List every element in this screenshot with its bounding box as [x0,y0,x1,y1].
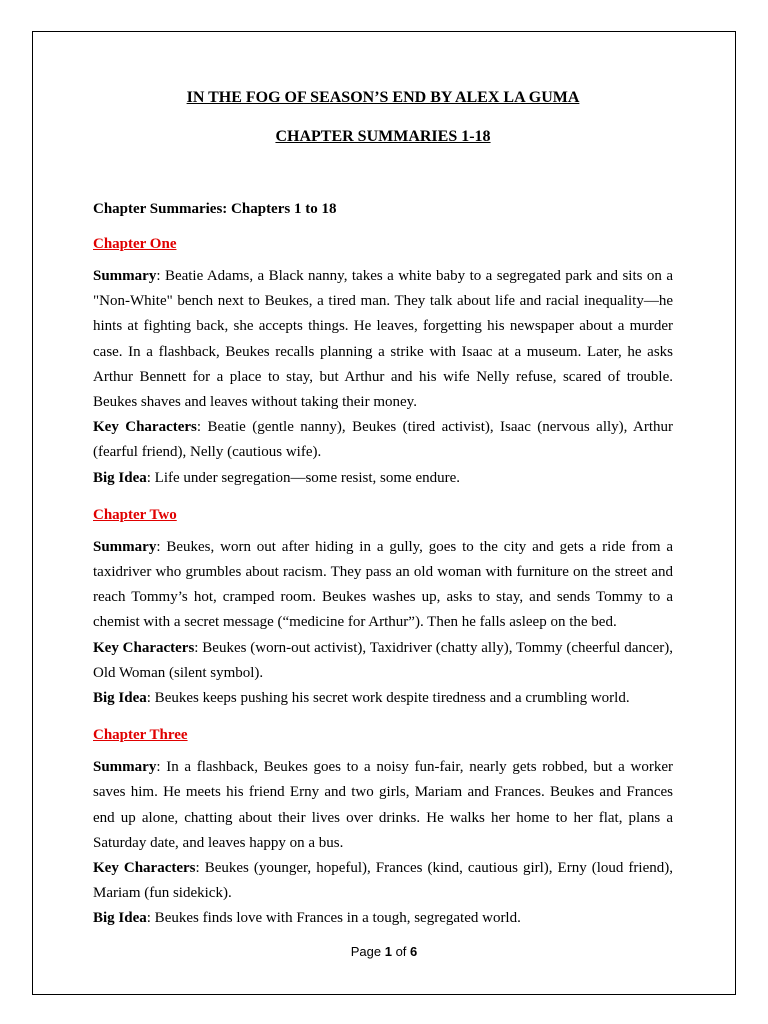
big-idea-label: Big Idea [93,910,147,927]
document-title: IN THE FOG OF SEASON’S END BY ALEX LA GUMA [186,89,580,106]
page-footer [0,944,768,959]
page-of-word: of [395,944,407,959]
key-characters-label: Key Characters [93,639,195,656]
summary-text: : In a flashback, Beukes goes to a noisy fun-fair, nearly gets robbed, but a worker saves him. He meets his friend Erny and two girls, Mariam and Frances. Beukes and Frances end up alone, chatting about their lives over drinks. He walks her home to her flat, plans a Saturday date, and leaves happy on a bus. [93,759,673,851]
page-word: Page [350,944,382,959]
chapter-summary [93,264,673,415]
chapter-heading: Chapter Three [93,727,188,744]
summary-label: Summary [93,759,157,776]
key-characters-label: Key Characters [93,860,196,877]
key-characters-text: : Beatie (gentle nanny), Beukes (tired activist), Isaac (nervous ally), Arthur (fearful friend), Nelly (cautious wife). [93,419,673,461]
chapter-heading: Chapter One [93,236,177,252]
big-idea-text: : Beukes keeps pushing his secret work despite tiredness and a crumbling world. [146,690,630,707]
document-subtitle: CHAPTER SUMMARIES 1-18 [275,128,491,145]
chapter-section-1 [93,233,673,491]
big-idea-label: Big Idea [93,690,147,707]
key-characters-text: : Beukes (younger, hopeful), Frances (kind, cautious girl), Erny (loud friend), Mariam (fun sidekick). [93,860,673,902]
summary-label: Summary [93,268,157,284]
intro-heading: Chapter Summaries: Chapters 1 to 18 [93,201,337,217]
big-idea-label: Big Idea [93,469,147,486]
chapter-big-idea [93,906,673,931]
chapter-summary [93,755,673,856]
document-body [93,85,673,932]
chapter-section-3 [93,724,673,931]
chapter-big-idea [93,466,673,491]
chapter-heading: Chapter Two [93,506,177,523]
key-characters-label: Key Characters [93,419,197,436]
big-idea-text: : Beukes finds love with Frances in a tough, segregated world. [146,910,521,927]
chapter-summary [93,535,673,636]
summary-label: Summary [93,538,157,555]
summary-text: : Beukes, worn out after hiding in a gully, goes to the city and gets a ride from a taxidriver who grumbles about racism. They pass an old woman with furniture on the street and reach Tommy’s hot, cramped room. Beukes washes up, asks to stay, and sends Tommy to a chemist with a secret message (“medicine for Arthur”). Then he falls asleep on the bed. [93,538,673,631]
summary-text: : Beatie Adams, a Black nanny, takes a white baby to a segregated park and sits on a "Non-White" bench next to Beukes, a tired man. They talk about life and racial inequality—he hints at fighting back, she accepts things. He leaves, forgetting his newspaper about a murder case. In a flashback, Beukes recalls planning a strike with Isaac at a museum. Later, he asks Arthur Bennett for a place to stay, but Arthur and his wife Nelly refuse, scared of trouble. Beukes shaves and leaves without taking their money. [93,268,673,411]
chapter-key-characters [93,856,673,906]
key-characters-text: : Beukes (worn-out activist), Taxidriver (chatty ally), Tommy (cheerful dancer), Old Woman (silent symbol). [93,639,674,681]
big-idea-text: : Life under segregation—some resist, some endure. [146,469,461,486]
chapter-section-2 [93,504,673,711]
page-total: 6 [410,944,418,959]
chapter-key-characters [93,636,673,686]
chapter-big-idea [93,686,673,711]
page-current: 1 [384,944,392,959]
chapter-key-characters [93,415,673,465]
